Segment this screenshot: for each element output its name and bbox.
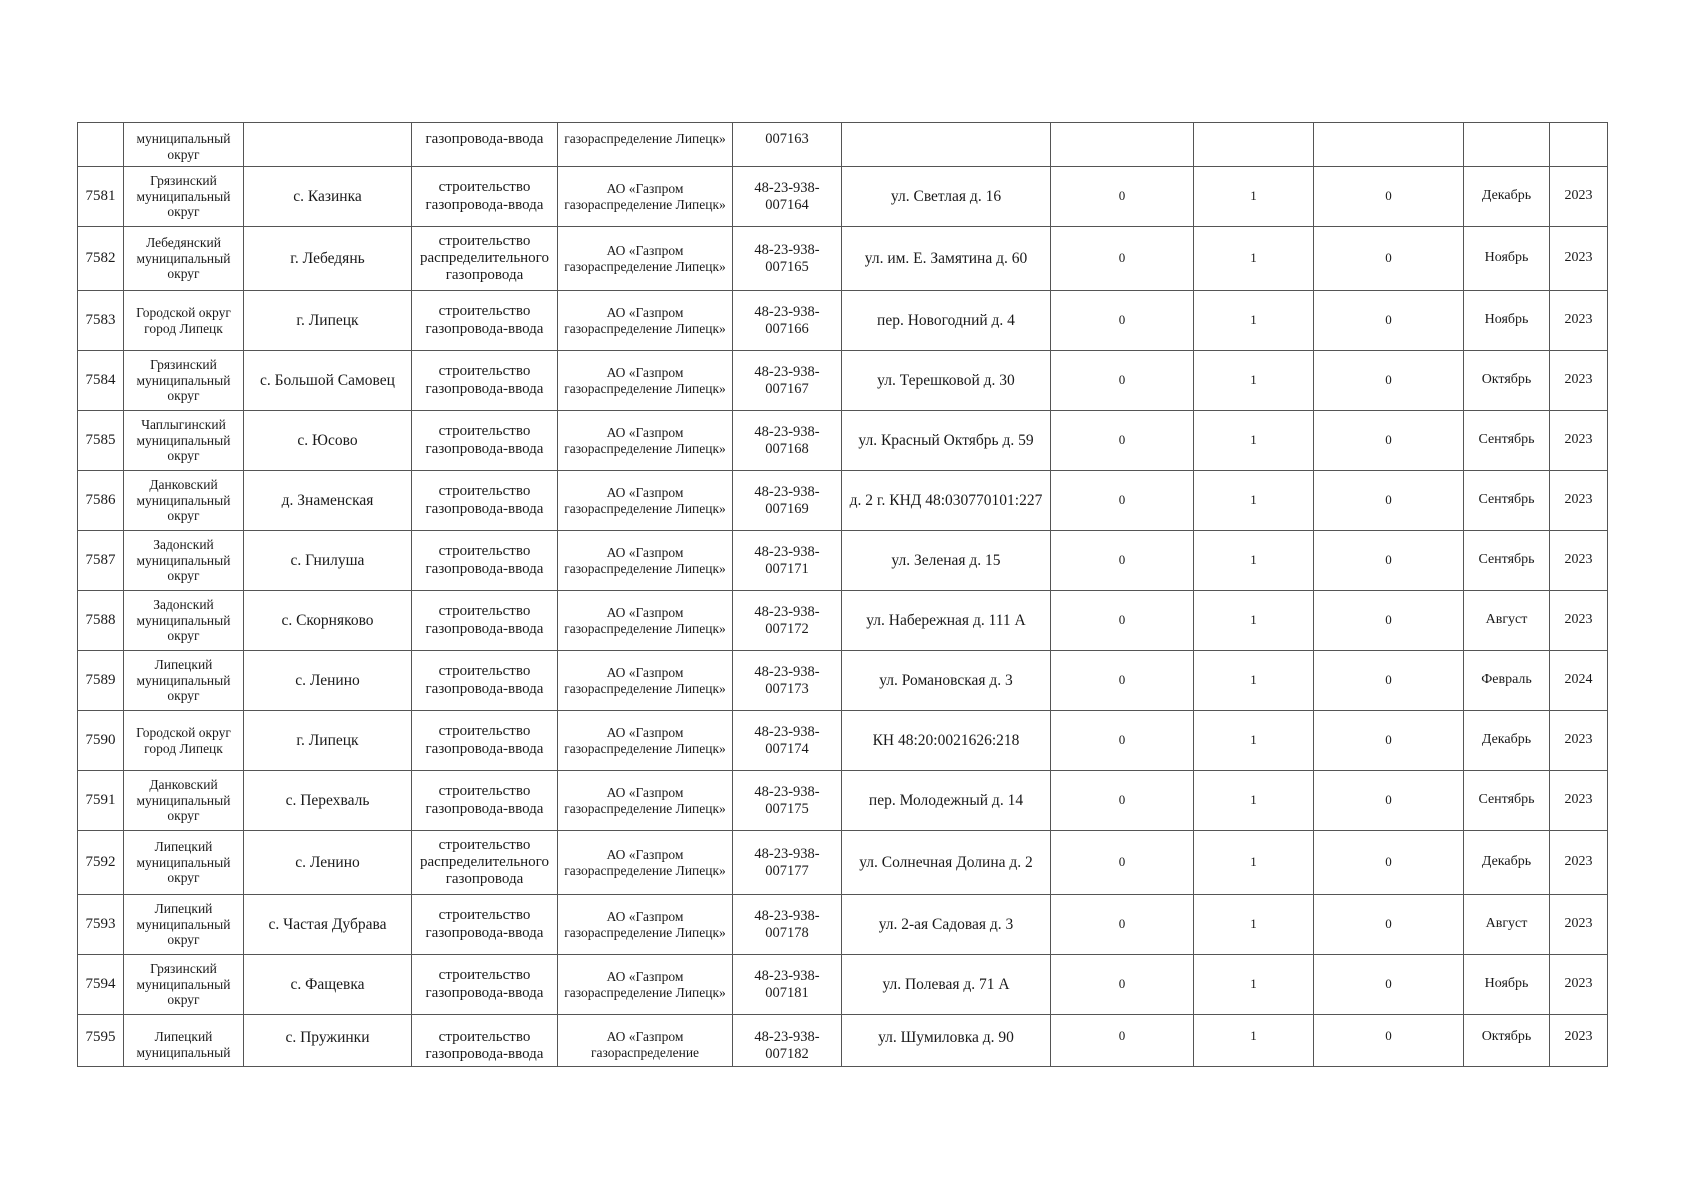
organization-cell: АО «Газпром газораспределение Липецк» bbox=[558, 895, 733, 955]
month-cell: Октябрь bbox=[1464, 1015, 1550, 1067]
year-cell: 2023 bbox=[1550, 1015, 1608, 1067]
value-1-cell: 0 bbox=[1051, 167, 1194, 227]
row-number-cell: 7592 bbox=[78, 831, 124, 895]
registry-code-cell: 48-23-938-007172 bbox=[733, 591, 842, 651]
row-number-cell: 7594 bbox=[78, 955, 124, 1015]
value-3-cell: 0 bbox=[1314, 955, 1464, 1015]
registry-code-cell: 48-23-938-007182 bbox=[733, 1015, 842, 1067]
year-cell: 2023 bbox=[1550, 531, 1608, 591]
row-number-cell: 7581 bbox=[78, 167, 124, 227]
value-3-cell bbox=[1314, 123, 1464, 167]
work-type-cell: строительство газопровода-ввода bbox=[412, 167, 558, 227]
month-cell: Декабрь bbox=[1464, 711, 1550, 771]
address-cell: ул. им. Е. Замятина д. 60 bbox=[842, 227, 1051, 291]
year-cell: 2023 bbox=[1550, 167, 1608, 227]
address-cell: д. 2 г. КНД 48:030770101:227 bbox=[842, 471, 1051, 531]
value-1-cell: 0 bbox=[1051, 351, 1194, 411]
address-cell: ул. Солнечная Долина д. 2 bbox=[842, 831, 1051, 895]
address-cell: ул. Красный Октябрь д. 59 bbox=[842, 411, 1051, 471]
month-cell: Ноябрь bbox=[1464, 955, 1550, 1015]
work-type-cell: строительство газопровода-ввода bbox=[412, 351, 558, 411]
table-row bbox=[78, 291, 1608, 351]
organization-cell: газораспределение Липецк» bbox=[558, 123, 733, 167]
value-2-cell: 1 bbox=[1194, 1015, 1314, 1067]
settlement-cell: г. Лебедянь bbox=[244, 227, 412, 291]
district-cell: Задонский муниципальный округ bbox=[124, 591, 244, 651]
work-type-cell: строительство газопровода-ввода bbox=[412, 291, 558, 351]
organization-cell: АО «Газпром газораспределение Липецк» bbox=[558, 227, 733, 291]
year-cell: 2023 bbox=[1550, 711, 1608, 771]
organization-cell: АО «Газпром газораспределение Липецк» bbox=[558, 831, 733, 895]
value-2-cell: 1 bbox=[1194, 167, 1314, 227]
value-3-cell: 0 bbox=[1314, 711, 1464, 771]
organization-cell: АО «Газпром газораспределение Липецк» bbox=[558, 711, 733, 771]
value-2-cell: 1 bbox=[1194, 531, 1314, 591]
address-cell: ул. Романовская д. 3 bbox=[842, 651, 1051, 711]
value-2-cell: 1 bbox=[1194, 227, 1314, 291]
registry-code-cell: 48-23-938-007173 bbox=[733, 651, 842, 711]
work-type-cell: газопровода-ввода bbox=[412, 123, 558, 167]
row-number-cell: 7593 bbox=[78, 895, 124, 955]
table-row bbox=[78, 411, 1608, 471]
year-cell: 2023 bbox=[1550, 291, 1608, 351]
table-row bbox=[78, 711, 1608, 771]
value-2-cell: 1 bbox=[1194, 711, 1314, 771]
row-number-cell: 7589 bbox=[78, 651, 124, 711]
district-cell: Чаплыгинский муниципальный округ bbox=[124, 411, 244, 471]
row-number-cell: 7587 bbox=[78, 531, 124, 591]
value-3-cell: 0 bbox=[1314, 167, 1464, 227]
month-cell: Август bbox=[1464, 591, 1550, 651]
table-body bbox=[78, 123, 1608, 1067]
district-cell: Липецкий муниципальный bbox=[124, 1015, 244, 1067]
organization-cell: АО «Газпром газораспределение Липецк» bbox=[558, 531, 733, 591]
row-number-cell bbox=[78, 123, 124, 167]
work-type-cell: строительство газопровода-ввода bbox=[412, 1015, 558, 1067]
settlement-cell: с. Ленино bbox=[244, 831, 412, 895]
row-number-cell: 7586 bbox=[78, 471, 124, 531]
settlement-cell: с. Перехваль bbox=[244, 771, 412, 831]
value-3-cell: 0 bbox=[1314, 591, 1464, 651]
registry-code-cell: 48-23-938-007164 bbox=[733, 167, 842, 227]
row-number-cell: 7584 bbox=[78, 351, 124, 411]
month-cell: Февраль bbox=[1464, 651, 1550, 711]
district-cell: муниципальный округ bbox=[124, 123, 244, 167]
table-row bbox=[78, 471, 1608, 531]
registry-code-cell: 48-23-938-007177 bbox=[733, 831, 842, 895]
year-cell: 2023 bbox=[1550, 227, 1608, 291]
row-number-cell: 7582 bbox=[78, 227, 124, 291]
organization-cell: АО «Газпром газораспределение Липецк» bbox=[558, 651, 733, 711]
value-2-cell: 1 bbox=[1194, 471, 1314, 531]
value-3-cell: 0 bbox=[1314, 227, 1464, 291]
row-number-cell: 7585 bbox=[78, 411, 124, 471]
organization-cell: АО «Газпром газораспределение bbox=[558, 1015, 733, 1067]
table-row bbox=[78, 591, 1608, 651]
registry-code-cell: 48-23-938-007178 bbox=[733, 895, 842, 955]
district-cell: Липецкий муниципальный округ bbox=[124, 895, 244, 955]
row-number-cell: 7588 bbox=[78, 591, 124, 651]
table-row bbox=[78, 351, 1608, 411]
settlement-cell: г. Липецк bbox=[244, 291, 412, 351]
value-1-cell: 0 bbox=[1051, 955, 1194, 1015]
registry-code-cell: 48-23-938-007171 bbox=[733, 531, 842, 591]
settlement-cell: с. Юсово bbox=[244, 411, 412, 471]
value-1-cell: 0 bbox=[1051, 1015, 1194, 1067]
address-cell: ул. Зеленая д. 15 bbox=[842, 531, 1051, 591]
work-type-cell: строительство газопровода-ввода bbox=[412, 955, 558, 1015]
row-number-cell: 7590 bbox=[78, 711, 124, 771]
organization-cell: АО «Газпром газораспределение Липецк» bbox=[558, 291, 733, 351]
address-cell bbox=[842, 123, 1051, 167]
registry-code-cell: 007163 bbox=[733, 123, 842, 167]
year-cell bbox=[1550, 123, 1608, 167]
year-cell: 2023 bbox=[1550, 591, 1608, 651]
work-type-cell: строительство распределительного газопровода bbox=[412, 831, 558, 895]
year-cell: 2023 bbox=[1550, 411, 1608, 471]
address-cell: ул. 2-ая Садовая д. 3 bbox=[842, 895, 1051, 955]
value-2-cell: 1 bbox=[1194, 411, 1314, 471]
district-cell: Данковский муниципальный округ bbox=[124, 771, 244, 831]
settlement-cell bbox=[244, 123, 412, 167]
value-2-cell: 1 bbox=[1194, 351, 1314, 411]
value-2-cell: 1 bbox=[1194, 955, 1314, 1015]
registry-code-cell: 48-23-938-007168 bbox=[733, 411, 842, 471]
district-cell: Городской округ город Липецк bbox=[124, 291, 244, 351]
row-number-cell: 7591 bbox=[78, 771, 124, 831]
address-cell: ул. Полевая д. 71 А bbox=[842, 955, 1051, 1015]
work-type-cell: строительство газопровода-ввода bbox=[412, 771, 558, 831]
settlement-cell: с. Фащевка bbox=[244, 955, 412, 1015]
settlement-cell: с. Пружинки bbox=[244, 1015, 412, 1067]
table-row bbox=[78, 771, 1608, 831]
month-cell: Сентябрь bbox=[1464, 531, 1550, 591]
value-1-cell: 0 bbox=[1051, 471, 1194, 531]
registry-code-cell: 48-23-938-007175 bbox=[733, 771, 842, 831]
work-type-cell: строительство газопровода-ввода bbox=[412, 531, 558, 591]
value-1-cell: 0 bbox=[1051, 531, 1194, 591]
table-row bbox=[78, 123, 1608, 167]
settlement-cell: с. Казинка bbox=[244, 167, 412, 227]
district-cell: Липецкий муниципальный округ bbox=[124, 831, 244, 895]
value-2-cell: 1 bbox=[1194, 291, 1314, 351]
table-row bbox=[78, 895, 1608, 955]
value-1-cell: 0 bbox=[1051, 711, 1194, 771]
address-cell: пер. Молодежный д. 14 bbox=[842, 771, 1051, 831]
table-row bbox=[78, 955, 1608, 1015]
year-cell: 2023 bbox=[1550, 471, 1608, 531]
organization-cell: АО «Газпром газораспределение Липецк» bbox=[558, 771, 733, 831]
value-3-cell: 0 bbox=[1314, 471, 1464, 531]
work-type-cell: строительство распределительного газопровода bbox=[412, 227, 558, 291]
organization-cell: АО «Газпром газораспределение Липецк» bbox=[558, 955, 733, 1015]
table-row bbox=[78, 531, 1608, 591]
address-cell: пер. Новогодний д. 4 bbox=[842, 291, 1051, 351]
value-3-cell: 0 bbox=[1314, 651, 1464, 711]
address-cell: ул. Шумиловка д. 90 bbox=[842, 1015, 1051, 1067]
value-3-cell: 0 bbox=[1314, 831, 1464, 895]
registry-code-cell: 48-23-938-007174 bbox=[733, 711, 842, 771]
value-3-cell: 0 bbox=[1314, 411, 1464, 471]
value-1-cell: 0 bbox=[1051, 591, 1194, 651]
settlement-cell: с. Частая Дубрава bbox=[244, 895, 412, 955]
year-cell: 2023 bbox=[1550, 351, 1608, 411]
month-cell: Сентябрь bbox=[1464, 471, 1550, 531]
year-cell: 2023 bbox=[1550, 771, 1608, 831]
settlement-cell: д. Знаменская bbox=[244, 471, 412, 531]
registry-code-cell: 48-23-938-007167 bbox=[733, 351, 842, 411]
row-number-cell: 7583 bbox=[78, 291, 124, 351]
month-cell: Сентябрь bbox=[1464, 411, 1550, 471]
address-cell: КН 48:20:0021626:218 bbox=[842, 711, 1051, 771]
value-3-cell: 0 bbox=[1314, 895, 1464, 955]
work-type-cell: строительство газопровода-ввода bbox=[412, 711, 558, 771]
work-type-cell: строительство газопровода-ввода bbox=[412, 591, 558, 651]
settlement-cell: с. Скорняково bbox=[244, 591, 412, 651]
value-1-cell: 0 bbox=[1051, 895, 1194, 955]
month-cell: Октябрь bbox=[1464, 351, 1550, 411]
registry-code-cell: 48-23-938-007165 bbox=[733, 227, 842, 291]
table-row bbox=[78, 167, 1608, 227]
value-2-cell: 1 bbox=[1194, 895, 1314, 955]
settlement-cell: с. Большой Самовец bbox=[244, 351, 412, 411]
registry-table bbox=[77, 122, 1608, 1067]
month-cell: Ноябрь bbox=[1464, 291, 1550, 351]
district-cell: Липецкий муниципальный округ bbox=[124, 651, 244, 711]
district-cell: Грязинский муниципальный округ bbox=[124, 351, 244, 411]
registry-code-cell: 48-23-938-007181 bbox=[733, 955, 842, 1015]
value-1-cell: 0 bbox=[1051, 651, 1194, 711]
address-cell: ул. Набережная д. 111 А bbox=[842, 591, 1051, 651]
organization-cell: АО «Газпром газораспределение Липецк» bbox=[558, 471, 733, 531]
table-row bbox=[78, 1015, 1608, 1067]
year-cell: 2023 bbox=[1550, 895, 1608, 955]
district-cell: Городской округ город Липецк bbox=[124, 711, 244, 771]
table-row bbox=[78, 227, 1608, 291]
value-3-cell: 0 bbox=[1314, 531, 1464, 591]
value-2-cell: 1 bbox=[1194, 591, 1314, 651]
value-2-cell: 1 bbox=[1194, 771, 1314, 831]
value-1-cell: 0 bbox=[1051, 831, 1194, 895]
month-cell: Декабрь bbox=[1464, 167, 1550, 227]
registry-code-cell: 48-23-938-007166 bbox=[733, 291, 842, 351]
address-cell: ул. Светлая д. 16 bbox=[842, 167, 1051, 227]
value-3-cell: 0 bbox=[1314, 291, 1464, 351]
organization-cell: АО «Газпром газораспределение Липецк» bbox=[558, 351, 733, 411]
value-1-cell bbox=[1051, 123, 1194, 167]
work-type-cell: строительство газопровода-ввода bbox=[412, 895, 558, 955]
settlement-cell: с. Гнилуша bbox=[244, 531, 412, 591]
value-1-cell: 0 bbox=[1051, 771, 1194, 831]
month-cell: Декабрь bbox=[1464, 831, 1550, 895]
district-cell: Грязинский муниципальный округ bbox=[124, 955, 244, 1015]
work-type-cell: строительство газопровода-ввода bbox=[412, 471, 558, 531]
organization-cell: АО «Газпром газораспределение Липецк» bbox=[558, 591, 733, 651]
settlement-cell: с. Ленино bbox=[244, 651, 412, 711]
year-cell: 2023 bbox=[1550, 955, 1608, 1015]
month-cell: Август bbox=[1464, 895, 1550, 955]
district-cell: Данковский муниципальный округ bbox=[124, 471, 244, 531]
table-row bbox=[78, 831, 1608, 895]
month-cell: Ноябрь bbox=[1464, 227, 1550, 291]
district-cell: Грязинский муниципальный округ bbox=[124, 167, 244, 227]
settlement-cell: г. Липецк bbox=[244, 711, 412, 771]
year-cell: 2023 bbox=[1550, 831, 1608, 895]
row-number-cell: 7595 bbox=[78, 1015, 124, 1067]
value-1-cell: 0 bbox=[1051, 411, 1194, 471]
value-1-cell: 0 bbox=[1051, 227, 1194, 291]
organization-cell: АО «Газпром газораспределение Липецк» bbox=[558, 411, 733, 471]
table-row bbox=[78, 651, 1608, 711]
value-3-cell: 0 bbox=[1314, 771, 1464, 831]
address-cell: ул. Терешковой д. 30 bbox=[842, 351, 1051, 411]
organization-cell: АО «Газпром газораспределение Липецк» bbox=[558, 167, 733, 227]
month-cell bbox=[1464, 123, 1550, 167]
registry-code-cell: 48-23-938-007169 bbox=[733, 471, 842, 531]
month-cell: Сентябрь bbox=[1464, 771, 1550, 831]
work-type-cell: строительство газопровода-ввода bbox=[412, 411, 558, 471]
district-cell: Задонский муниципальный округ bbox=[124, 531, 244, 591]
value-3-cell: 0 bbox=[1314, 351, 1464, 411]
year-cell: 2024 bbox=[1550, 651, 1608, 711]
value-2-cell: 1 bbox=[1194, 651, 1314, 711]
value-3-cell: 0 bbox=[1314, 1015, 1464, 1067]
work-type-cell: строительство газопровода-ввода bbox=[412, 651, 558, 711]
district-cell: Лебедянский муниципальный округ bbox=[124, 227, 244, 291]
value-2-cell: 1 bbox=[1194, 831, 1314, 895]
value-1-cell: 0 bbox=[1051, 291, 1194, 351]
value-2-cell bbox=[1194, 123, 1314, 167]
